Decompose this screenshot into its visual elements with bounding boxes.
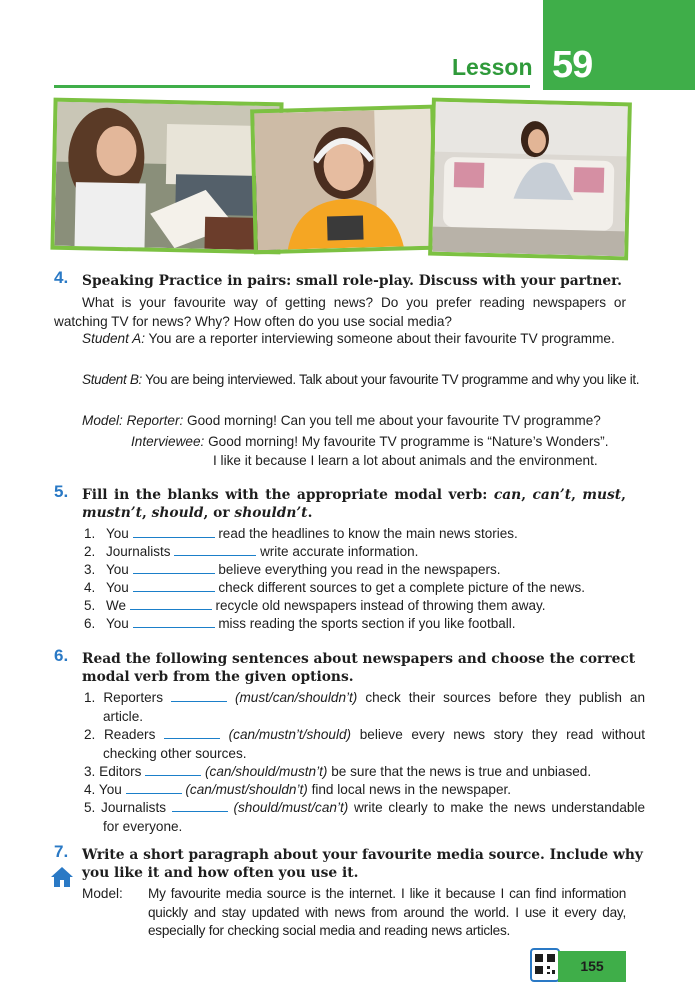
item-after: write accurate information. xyxy=(260,544,419,559)
model-label: Model: xyxy=(82,886,123,901)
item-options: (can/should/mustn’t) xyxy=(205,764,328,779)
item-before: We xyxy=(106,598,127,613)
item-number: 4. xyxy=(84,580,96,595)
list-item xyxy=(84,615,515,633)
list-item xyxy=(84,561,501,579)
student-a-block xyxy=(82,330,672,349)
blank-field[interactable] xyxy=(133,615,215,628)
item-options: (can/must/shouldn’t) xyxy=(185,782,308,797)
exercise-5-heading: Fill in the blanks with the appropriate modal verb: can, can’t, must, mustn’t, should, or shouldn’t. xyxy=(82,487,626,521)
header-divider xyxy=(54,85,530,88)
list-item xyxy=(84,781,626,800)
item-after: check different sources to get a complete picture of the news. xyxy=(218,580,586,595)
photo-woman-on-couch-watching-tv xyxy=(428,98,632,261)
student-b-text: You are being interviewed. Talk about your favourite TV programme and why you like it. xyxy=(145,372,640,387)
exercise-6-heading-line-1: Read the following sentences about newspapers and choose the correct xyxy=(82,651,636,667)
exercise-7-heading-line-1: Write a short paragraph about your favourite media source. Include why xyxy=(82,847,643,863)
item-after: check their sources before they publish xyxy=(365,690,622,705)
blank-field[interactable] xyxy=(133,525,215,538)
model-reporter-text: Good morning! Can you tell me about your favourite TV programme? xyxy=(187,413,601,428)
item-continuation: an article. xyxy=(103,690,646,724)
item-before: Editors xyxy=(99,764,142,779)
item-after: believe everything you read in the newspapers. xyxy=(218,562,501,577)
item-after: be sure that the news is true and unbiased. xyxy=(331,764,592,779)
interviewee-line-1 xyxy=(131,433,625,452)
item-after: believe every news story they read without xyxy=(359,727,645,742)
blank-field[interactable] xyxy=(172,799,228,812)
item-continuation: checking other sources. xyxy=(103,745,247,761)
lesson-number: 59 xyxy=(552,44,593,86)
item-number: 3. xyxy=(84,764,96,779)
model-reporter-label: Model: Reporter: xyxy=(82,413,184,428)
interviewee-text-1: Good morning! My favourite TV programme is “Nature’s Wonders”. xyxy=(208,434,609,449)
item-after: find local news in the newspaper. xyxy=(311,782,512,797)
model-paragraph: My favourite media source is the internet. I like it because I can find information quickly and stay updated with news from around the world. I use it every day, especially for checking social media and reading news articles. xyxy=(148,886,626,938)
exercise-5-heading-text: Fill in the blanks with the appropriate modal verb: xyxy=(82,487,488,503)
item-number: 3. xyxy=(84,562,96,577)
modal-mustnt: mustn’t xyxy=(82,505,142,521)
item-after: write clearly to make the news xyxy=(353,800,546,815)
blank-field[interactable] xyxy=(164,726,220,739)
list-item xyxy=(84,726,645,763)
blank-field[interactable] xyxy=(171,689,227,702)
item-options: (must/can/shouldn’t) xyxy=(234,690,358,705)
blank-field[interactable] xyxy=(145,763,201,776)
modal-cant: can’t xyxy=(532,487,572,503)
item-before: Journalists xyxy=(106,544,171,559)
item-number: 5. xyxy=(84,800,96,815)
photo-woman-reading-newspaper xyxy=(50,98,283,255)
list-item xyxy=(84,579,585,597)
item-options: (should/must/can’t) xyxy=(233,800,349,815)
exercise-4-number: 4. xyxy=(54,268,69,287)
page-number: 155 xyxy=(558,951,626,982)
item-before: You xyxy=(98,782,122,797)
blank-field[interactable] xyxy=(126,781,182,794)
student-a-label: Student A: xyxy=(82,331,145,346)
item-number: 6. xyxy=(84,616,96,631)
model-reporter-line xyxy=(82,412,632,431)
list-item xyxy=(84,763,626,782)
qr-code-icon xyxy=(530,948,560,982)
list-item xyxy=(84,799,645,836)
blank-field[interactable] xyxy=(174,543,256,556)
item-options: (can/mustn’t/should) xyxy=(228,727,352,742)
modal-or: or xyxy=(213,505,230,521)
student-a-text: You are a reporter interviewing someone about their favourite TV programme. xyxy=(148,331,615,346)
item-after: miss reading the sports section if you like football. xyxy=(218,616,516,631)
item-before: Readers xyxy=(103,727,156,742)
home-icon xyxy=(50,866,74,888)
modal-can: can xyxy=(493,487,522,503)
item-number: 2. xyxy=(84,727,96,742)
exercise-4-intro: What is your favourite way of getting news? Do you prefer reading newspapers or watching TV for news? Why? How often do you use social media? xyxy=(54,295,626,329)
item-number: 5. xyxy=(84,598,96,613)
list-item xyxy=(84,525,518,543)
exercise-4-heading: Speaking Practice in pairs: small role-play. Discuss with your partner. xyxy=(82,273,622,289)
modal-must: must xyxy=(582,487,622,503)
item-before: You xyxy=(106,616,129,631)
blank-field[interactable] xyxy=(130,597,212,610)
blank-field[interactable] xyxy=(133,561,215,574)
item-number: 4. xyxy=(84,782,96,797)
item-number: 1. xyxy=(84,690,96,705)
list-item xyxy=(84,689,645,726)
item-continuation: understandable for everyone. xyxy=(103,800,646,834)
item-before: Reporters xyxy=(103,690,163,705)
item-before: You xyxy=(106,580,129,595)
blank-field[interactable] xyxy=(133,579,215,592)
modal-should: should xyxy=(151,505,204,521)
item-after: recycle old newspapers instead of throwing them away. xyxy=(215,598,546,613)
item-after: read the headlines to know the main news stories. xyxy=(218,526,518,541)
list-item xyxy=(84,597,545,615)
item-number: 1. xyxy=(84,526,96,541)
item-before: You xyxy=(106,526,129,541)
student-b-block xyxy=(82,371,672,390)
interviewee-text-2: I like it because I learn a lot about animals and the environment. xyxy=(213,453,598,468)
exercise-7-heading-line-2: you like it and how often you use it. xyxy=(82,865,359,881)
item-before: Journalists xyxy=(101,800,167,815)
interviewee-label: Interviewee: xyxy=(131,434,205,449)
item-number: 2. xyxy=(84,544,96,559)
list-item xyxy=(84,543,418,561)
lesson-title: Lesson xyxy=(452,54,533,80)
exercise-5-number: 5. xyxy=(54,482,69,501)
exercise-6-number: 6. xyxy=(54,646,69,665)
item-before: You xyxy=(106,562,129,577)
photo-woman-with-headphones xyxy=(250,105,438,255)
exercise-6-heading-line-2: modal verb from the given options. xyxy=(82,669,354,685)
student-b-label: Student B: xyxy=(82,372,142,387)
exercise-7-number: 7. xyxy=(54,842,69,861)
modal-shouldnt: shouldn’t xyxy=(234,505,308,521)
